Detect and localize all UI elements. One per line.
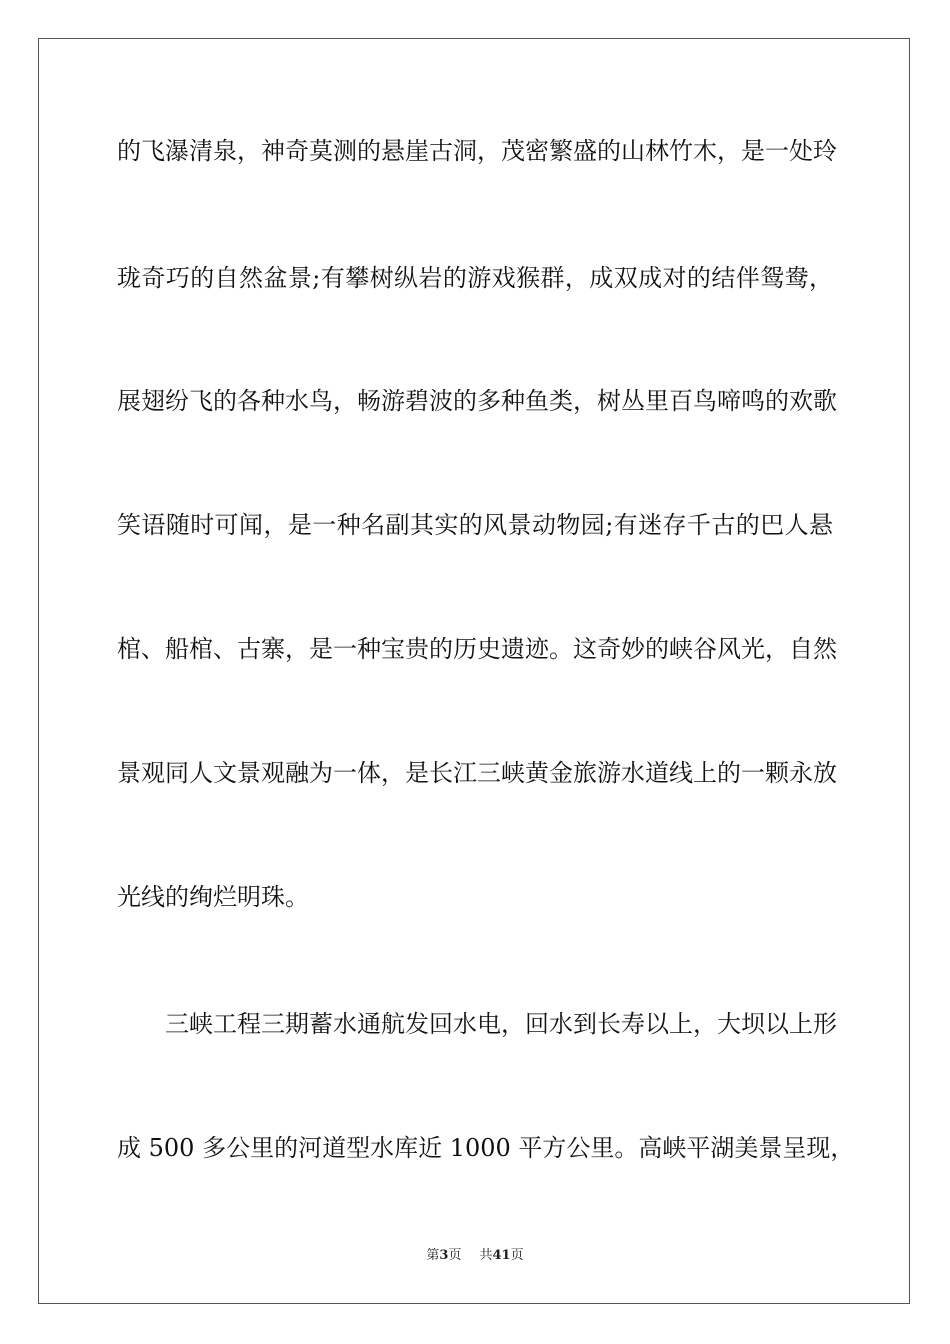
body-line-7: 光线的绚烂明珠。 (117, 883, 309, 911)
body-line-1: 的飞瀑清泉，神奇莫测的悬崖古洞，茂密繁盛的山林竹木，是一处玲 (117, 137, 837, 165)
body-line-5: 棺、船棺、古寨，是一种宝贵的历史遗迹。这奇妙的峡谷风光，自然 (117, 635, 837, 663)
body-line-8: 三峡工程三期蓄水通航发回水电，回水到长寿以上，大坝以上形 (165, 1010, 837, 1038)
footer-total-number: 41 (492, 1248, 511, 1263)
footer-page-suffix: 页 (448, 1248, 462, 1263)
footer-total-prefix: 共 (479, 1248, 493, 1263)
body-line-3: 展翅纷飞的各种水鸟，畅游碧波的多种鱼类，树丛里百鸟啼鸣的欢歌 (117, 387, 837, 415)
body-line-6: 景观同人文景观融为一体，是长江三峡黄金旅游水道线上的一颗永放 (117, 759, 837, 787)
footer-page-number: 3 (439, 1248, 449, 1263)
footer-page-prefix: 第 (426, 1248, 440, 1263)
footer-total-suffix: 页 (510, 1248, 524, 1263)
body-line-2: 珑奇巧的自然盆景;有攀树纵岩的游戏猴群，成双成对的结伴鸳鸯， (117, 264, 833, 292)
body-line-9: 成 500 多公里的河道型水库近 1000 平方公里。高峡平湖美景呈现， (117, 1134, 855, 1162)
page-footer (0, 1247, 950, 1265)
page-border (38, 38, 910, 1304)
body-line-4: 笑语随时可闻，是一种名副其实的风景动物园;有迷存千古的巴人悬 (117, 511, 833, 539)
